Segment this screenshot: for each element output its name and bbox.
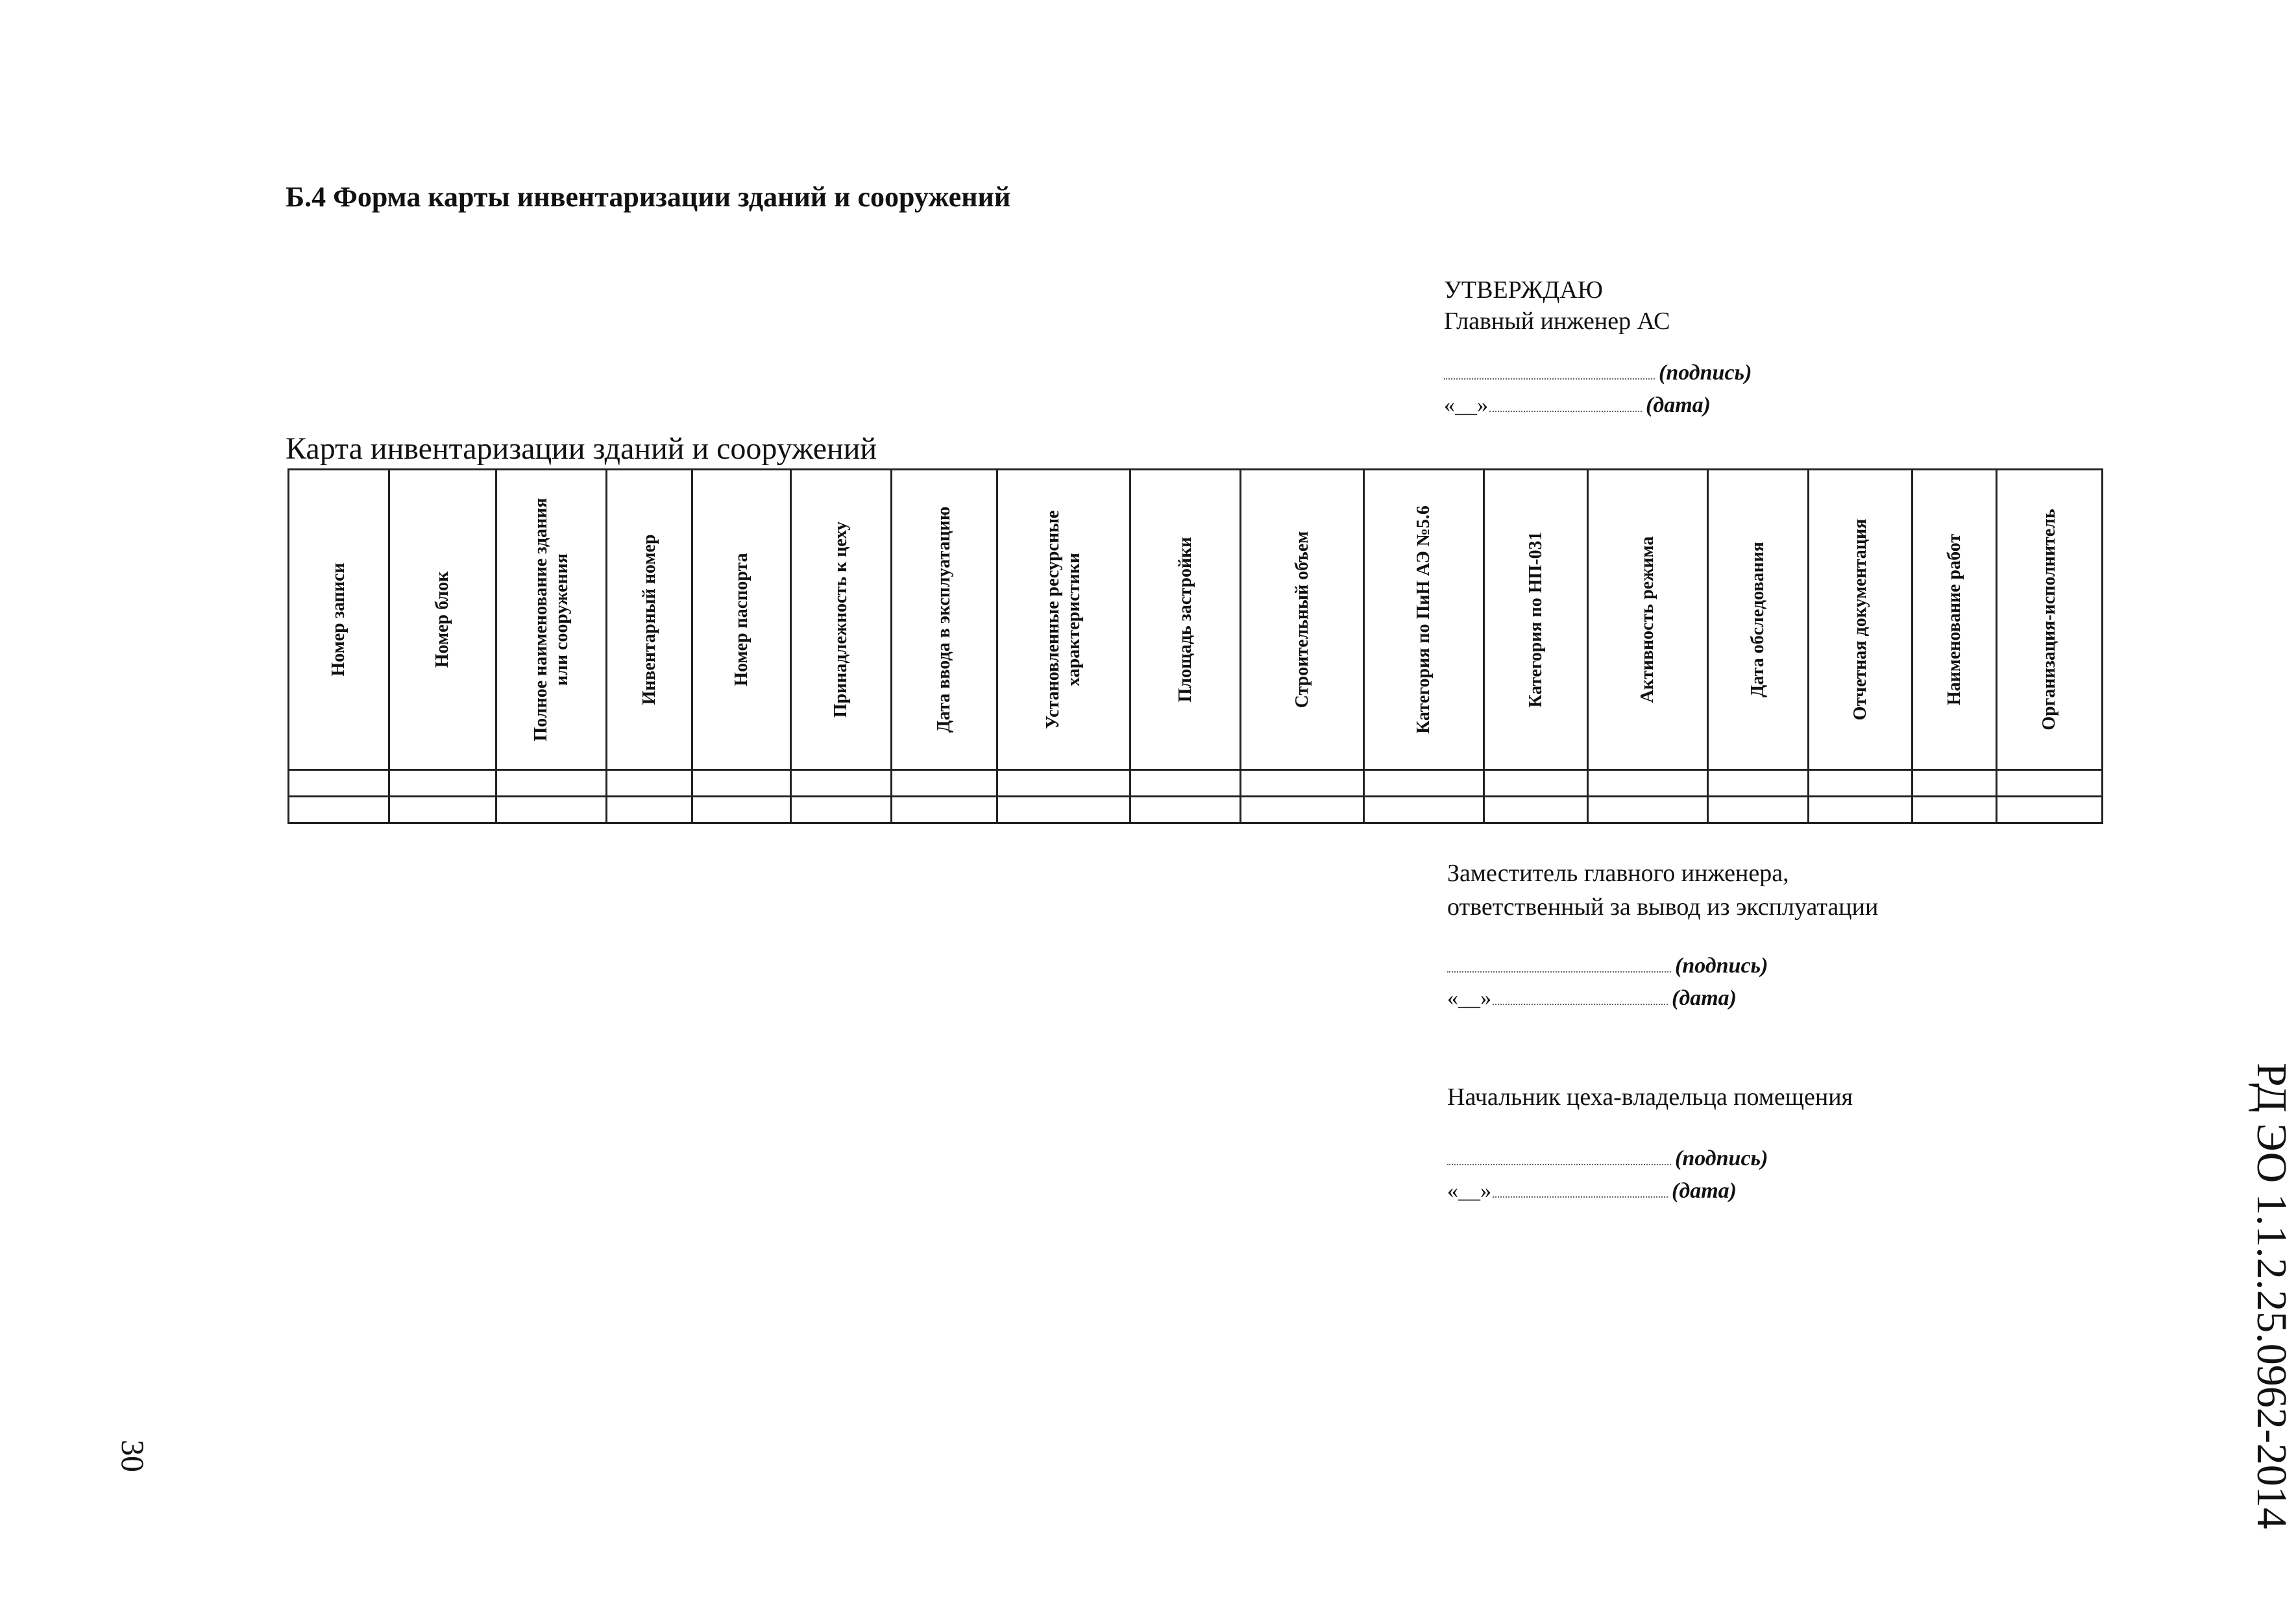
deputy-date-line — [1447, 982, 1878, 1015]
table-row — [289, 770, 2103, 797]
header-cell: Дата обследования — [1708, 470, 1809, 770]
workshop-chief-position: Начальник цеха-владельца помещения — [1447, 1083, 1853, 1111]
approval-signature-line — [1444, 357, 1752, 389]
header-cell: Строительный объем — [1241, 470, 1364, 770]
table-row — [289, 797, 2103, 823]
date-hint: (дата) — [1672, 986, 1737, 1010]
header-cell: Полное наименование здания или сооружения — [496, 470, 607, 770]
deputy-position-line2: ответственный за вывод из эксплуатации — [1447, 893, 1879, 921]
signature-hint: (подпись) — [1659, 361, 1752, 385]
date-quote: «__» — [1444, 393, 1488, 417]
page-number: 30 — [115, 1440, 151, 1472]
table-header-row — [289, 470, 2103, 770]
header-cell: Принадлежность к цеху — [791, 470, 892, 770]
date-hint: (дата) — [1646, 393, 1711, 417]
section-title: Б.4 Форма карты инвентаризации зданий и сооружений — [286, 181, 1011, 213]
signature-hint: (подпись) — [1675, 954, 1768, 978]
header-cell: Площадь застройки — [1130, 470, 1241, 770]
approval-block — [1444, 272, 1752, 422]
document-code: РД ЭО 1.1.2.25.0962-2014 — [2248, 1063, 2295, 1529]
deputy-position-line1: Заместитель главного инженера, — [1447, 860, 1789, 887]
header-cell: Активность режима — [1588, 470, 1708, 770]
inventory-table — [287, 468, 2103, 824]
approver-position: Главный инженер АС — [1444, 308, 1670, 335]
date-quote: «__» — [1447, 986, 1491, 1010]
workshop-chief-block — [1447, 1080, 1853, 1207]
deputy-signature-line — [1447, 950, 1878, 982]
chief-signature-line — [1447, 1143, 1853, 1175]
header-cell: Категория по ПиН АЭ №5.6 — [1364, 470, 1484, 770]
card-title: Карта инвентаризации зданий и сооружений — [286, 431, 877, 466]
chief-date-line — [1447, 1175, 1853, 1207]
header-cell: Установленные ресурсные характеристики — [997, 470, 1130, 770]
header-cell: Наименование работ — [1912, 470, 1997, 770]
signature-hint: (подпись) — [1675, 1146, 1768, 1170]
deputy-block — [1447, 856, 1878, 1015]
date-hint: (дата) — [1672, 1179, 1737, 1203]
header-cell: Номер записи — [289, 470, 389, 770]
header-cell: Номер паспорта — [692, 470, 791, 770]
header-cell: Дата ввода в эксплуатацию — [892, 470, 997, 770]
approval-date-line — [1444, 389, 1752, 422]
header-cell: Категория по НП-031 — [1484, 470, 1588, 770]
header-cell: Инвентарный номер — [607, 470, 692, 770]
header-cell: Номер блок — [389, 470, 496, 770]
approve-word: УТВЕРЖДАЮ — [1444, 276, 1603, 304]
date-quote: «__» — [1447, 1179, 1491, 1203]
header-cell: Организация-исполнитель — [1997, 470, 2103, 770]
header-cell: Отчетная документация — [1809, 470, 1912, 770]
